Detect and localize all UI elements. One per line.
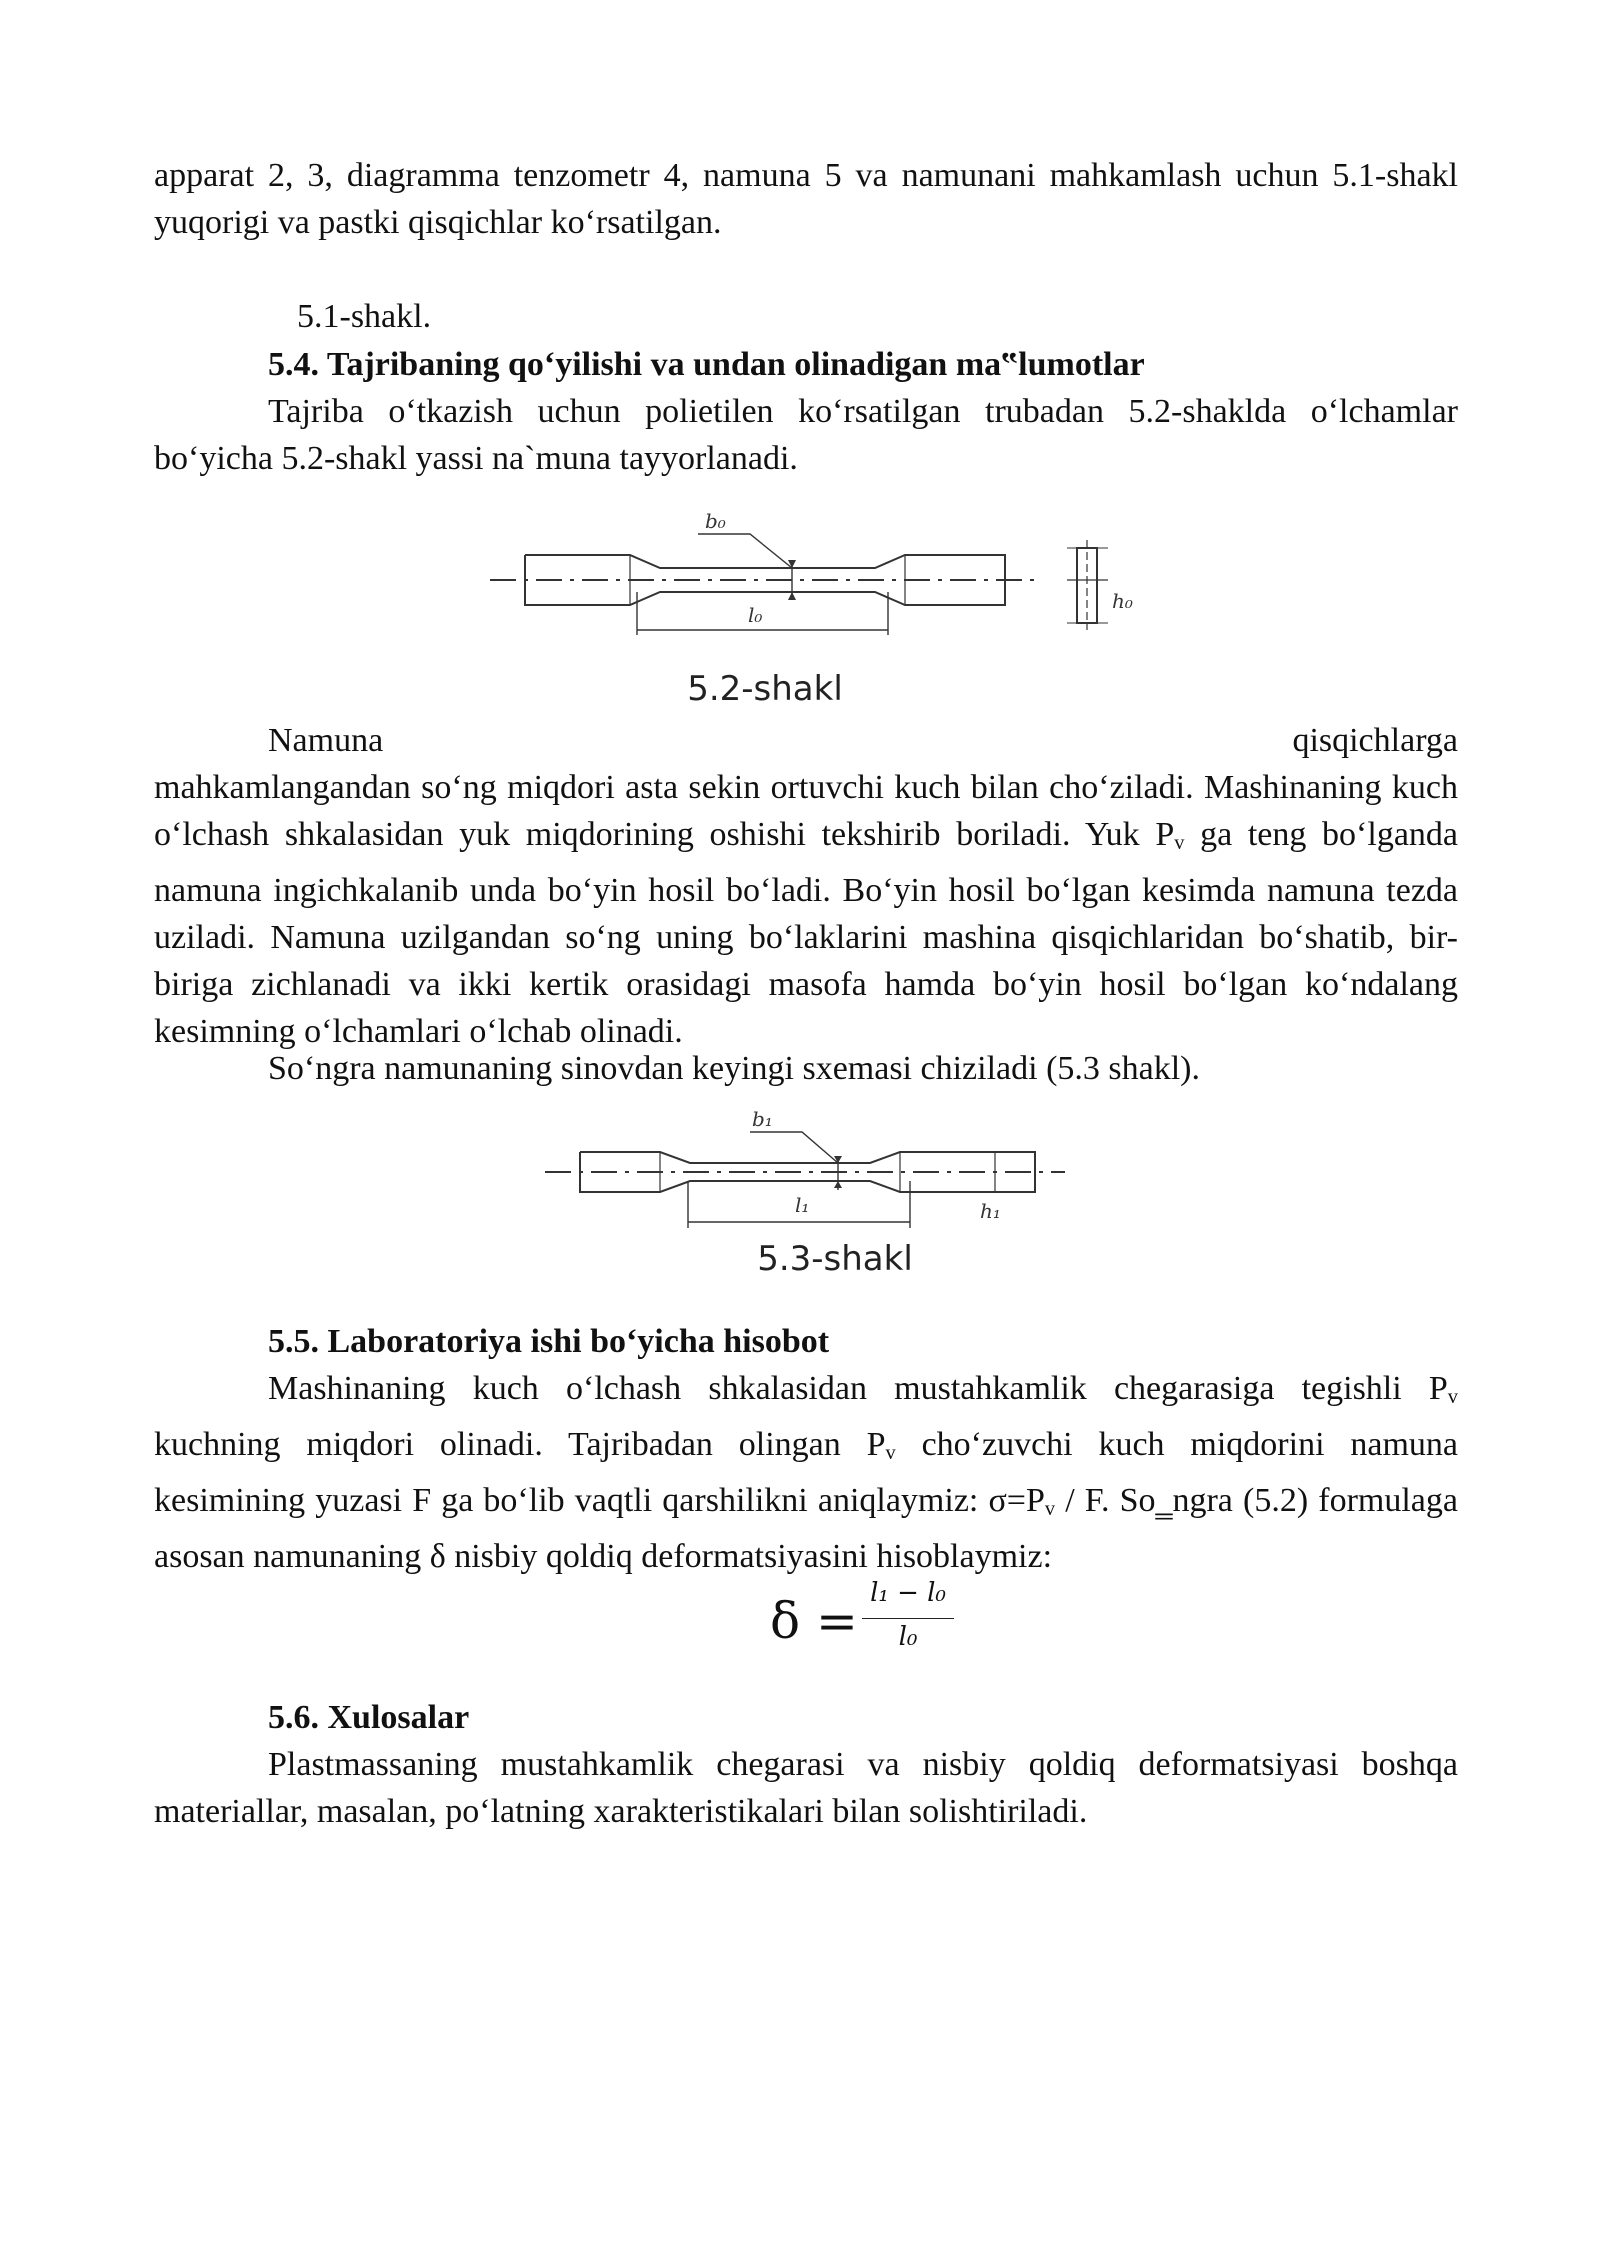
paragraph-5-5-a: Mashinaning kuch o‘lchash shkalasidan mustahkamlik chegarasiga tegishli P bbox=[268, 1370, 1448, 1407]
paragraph-namuna-word: Namuna bbox=[268, 722, 384, 759]
fig52-label-h: h₀ bbox=[1112, 589, 1133, 613]
figure-5-2-caption: 5.2-shakl bbox=[687, 669, 843, 709]
specimen-before-drawing bbox=[480, 500, 1160, 720]
paragraph-namuna bbox=[154, 764, 1458, 1055]
formula-fraction-bar bbox=[862, 1618, 954, 1619]
fig52-label-b: b₀ bbox=[705, 509, 726, 533]
subscript-v-2: v bbox=[885, 1442, 896, 1465]
fig53-label-b: b₁ bbox=[752, 1110, 773, 1131]
paragraph-namuna-b: ga teng bo‘lganda namuna ingichkalanib unda bo‘yin hosil bo‘ladi. Bo‘yin hosil bo‘lgan kesimda namuna tezda uziladi. Namuna uzilgandan so‘ng uning bo‘laklarini mashina qisqichlaridan bo‘shatib, bir-biriga zichlanadi va ikki kertik orasidagi masofa hamda bo‘yin hosil bo‘lgan ko‘ndalang kesimning o‘lchamlari o‘lchab olinadi. bbox=[154, 816, 1458, 1051]
formula-numerator: l₁ − l₀ bbox=[870, 1578, 946, 1608]
formula-lhs: δ = bbox=[770, 1592, 858, 1650]
fig53-label-l: l₁ bbox=[795, 1193, 810, 1217]
figure-5-3 bbox=[540, 1110, 1080, 1290]
paragraph-namuna-a: mahkamlangandan so‘ng miqdori asta sekin ortuvchi kuch bilan cho‘ziladi. Mashinaning kuch o‘lchash shkalasidan yuk miqdorining oshishi tekshirib boriladi. Yuk P bbox=[154, 769, 1458, 853]
paragraph-5-4: Tajriba o‘tkazish uchun polietilen ko‘rsatilgan trubadan 5.2-shaklda o‘lchamlar bo‘yicha 5.2-shakl yassi na`muna tayyorlanadi. bbox=[154, 393, 1458, 477]
paragraph-5-5 bbox=[154, 1365, 1458, 1580]
section-heading-5-5: 5.5. Laboratoriya ishi bo‘yicha hisobot bbox=[268, 1323, 830, 1360]
paragraph-songra: So‘ngra namunaning sinovdan keyingi sxemasi chiziladi (5.3 shakl). bbox=[268, 1050, 1200, 1087]
figure-5-1-caption: 5.1-shakl. bbox=[297, 298, 432, 335]
subscript-v-3: v bbox=[1044, 1498, 1056, 1521]
subscript-v-1: v bbox=[1447, 1386, 1458, 1409]
figure-5-2 bbox=[480, 500, 1160, 720]
formula-delta bbox=[770, 1578, 970, 1668]
paragraph-intro: apparat 2, 3, diagramma tenzometr 4, namuna 5 va namunani mahkamlash uchun 5.1-shakl yuqorigi va pastki qisqichlar ko‘rsatilgan. bbox=[154, 157, 1458, 241]
paragraph-5-6: Plastmassaning mustahkamlik chegarasi va nisbiy qoldiq deformatsiyasi boshqa materiallar, masalan, po‘latning xarakteristikalari bilan solishtiriladi. bbox=[154, 1746, 1458, 1830]
fig53-label-h: h₁ bbox=[980, 1199, 1001, 1223]
figure-5-3-caption: 5.3-shakl bbox=[757, 1239, 913, 1279]
fig52-label-l: l₀ bbox=[748, 603, 763, 627]
paragraph-5-5-c: cho‘zuvchi kuch miqdorini namuna kesimining yuzasi F ga bo‘lib vaqtli qarshilikni aniqlaymiz: σ=P bbox=[154, 1426, 1458, 1520]
section-heading-5-4: 5.4. Tajribaning qo‘yilishi va undan olinadigan ma‟lumotlar bbox=[268, 346, 1145, 383]
subscript-v: v bbox=[1174, 832, 1185, 855]
specimen-after-drawing bbox=[540, 1110, 1080, 1290]
section-heading-5-6: 5.6. Xulosalar bbox=[268, 1699, 470, 1736]
paragraph-qisqichlarga-word: qisqichlarga bbox=[1292, 722, 1458, 759]
paragraph-5-5-d: / F. So‗ngra (5.2) formulaga asosan namunaning δ nisbiy qoldiq deformatsiyasini hisoblaymiz: bbox=[154, 1482, 1458, 1576]
formula-denominator: l₀ bbox=[898, 1622, 918, 1652]
paragraph-5-5-b: kuchning miqdori olinadi. Tajribadan olingan P bbox=[154, 1426, 886, 1464]
